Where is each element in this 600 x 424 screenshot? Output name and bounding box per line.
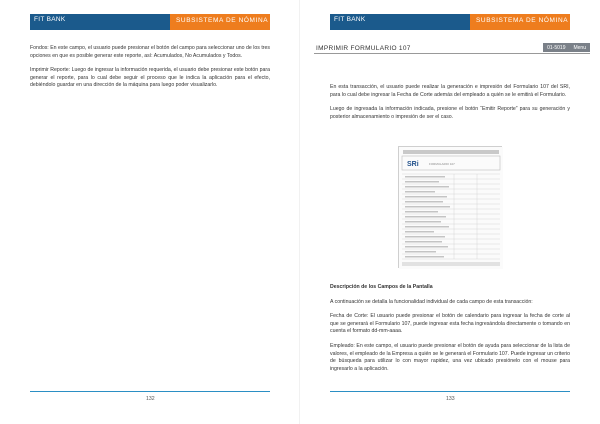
menu-label: Menu	[573, 45, 586, 51]
paragraph-fondos: Fondos: En este campo, el usuario puede presionar el botón del campo para seleccionar uno de los tres opciones en que es posible generar este reporte, así: Acumulados, No Acumulados y Todos.	[30, 45, 270, 59]
footer-line	[330, 391, 570, 392]
form-title: FORMULARIO 107	[429, 162, 455, 166]
header-title: SUBSISTEMA DE NÓMINA	[176, 17, 269, 24]
footer-line	[30, 391, 270, 392]
menu-button[interactable]	[543, 43, 590, 52]
header-brand: FIT BANK	[334, 16, 366, 23]
paragraph-emitir: Luego de ingresada la información indicada, presione el botón “Emitir Reporte” para su generación y posterior almacenamiento o impresión de ser el caso.	[330, 106, 570, 120]
right-intro-text	[330, 84, 570, 128]
paragraph-intro: En esta transacción, el usuario puede realizar la generación e impresión del Formulario 107 del SRI, para lo cual debe ingresar la Fecha de Corte además del empleado a quién se le emitirá el Formulario.	[330, 84, 570, 98]
left-body-text	[30, 45, 270, 97]
form-thumbnail-graphic	[399, 147, 503, 269]
paragraph-fecha-corte: Fecha de Corte: El usuario puede presionar el botón de calendario para ingresar la fecha de corte al que se generará el Formulario 107, puede ingresar esta fecha ingresándola directamente o tomando en cuenta el formato dd-mm-aaaa.	[330, 313, 570, 335]
screen-title: IMPRIMIR FORMULARIO 107	[316, 45, 411, 52]
header-title: SUBSISTEMA DE NÓMINA	[476, 17, 569, 24]
paragraph-empleado: Empleado: En este campo, el usuario puede presionar el botón de ayuda para seleccionar de la lista de valores, el empleado de la Empresa a quién se le generará el Formulario 107. Puede ingresar un criterio de búsqueda para utilizar lo con mayor rapidez, una vez ubicado presiónelo con el mouse para ingresarlo a la aplicación.	[330, 342, 570, 372]
screen-titlebar	[314, 42, 590, 54]
paragraph-imprimir-reporte: Imprimir Reporte: Luego de ingresar la información requerida, el usuario debe presionar este botón para generar el reporte, para lo cual debe seguir el proceso que le indica la aplicación para el efecto, debiéndolo guardar en una dirección de la máquina para luego poder visualizarlo.	[30, 67, 270, 89]
formulario-107-image	[398, 146, 502, 268]
section-heading: Descripción de los Campos de la Pantalla	[330, 284, 433, 290]
sri-logo: SRi	[407, 161, 419, 168]
paragraph-detalle: A continuación se detalla la funcionalidad individual de cada campo de esta transacción:	[330, 298, 533, 305]
transaction-code: 01-5019	[547, 45, 566, 51]
header-brand: FIT BANK	[34, 16, 66, 23]
page-number: 132	[146, 396, 155, 402]
right-fields-text	[330, 284, 570, 380]
right-page	[300, 0, 600, 424]
page-number: 133	[446, 396, 455, 402]
